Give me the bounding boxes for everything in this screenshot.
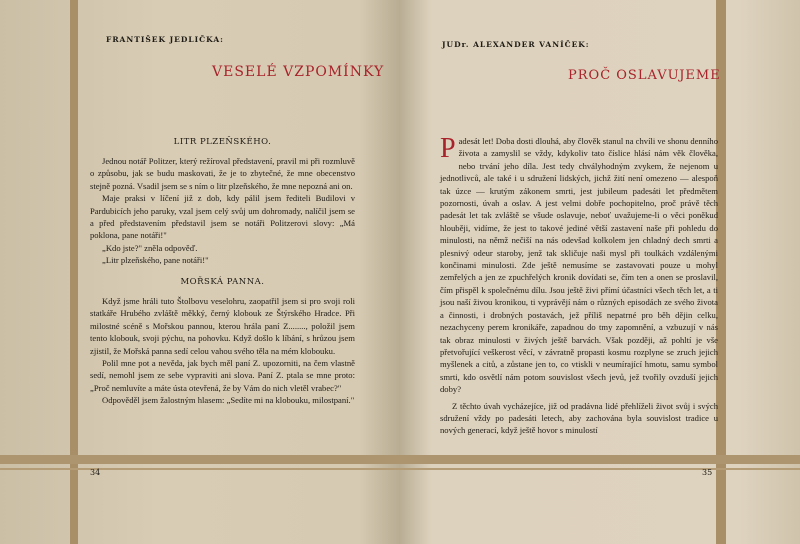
article-text (440, 135, 718, 437)
section-heading: LITR PLZEŇSKÉHO. (173, 137, 272, 147)
paragraph: Jednou notář Politzer, který režíroval představení, pravil mi při rozmluvě o způsobu, jak se budu maskovati, že je to zbytečné, že mne obecenstvo stejně pozná. Vsadil jsem se s ním o litr plzeňského, že mne nepozná ani on. (90, 156, 355, 191)
drop-cap: P (440, 133, 456, 164)
paragraph: Z těchto úvah vycházejíce, již od pradávna lidé přehlíželi život svůj i svých sdružení vždy po padesáti letech, aby zachována byla souvislost tradice u nových generací, když ještě hovor s minulostí (440, 400, 718, 436)
right-author: JUDr. ALEXANDER VANÍČEK: (442, 40, 590, 49)
bottom-thin-rule (0, 468, 800, 470)
paragraph: „Litr plzeňského, pane notáři!" (102, 255, 209, 266)
paragraph: adesát let! Doba dosti dlouhá, aby člověk stanul na chvíli ve shonu denního života a zamyslil se vždy, kdykoliv tato číslice hlásí nám věk člověka, nebo trvání jeho díla. Jest tedy chvályhodným zvykem, že nejenom u jednotlivců, ale také i u sdružení lidských, jichž žití není omezeno — alespoň tak úzce — krutým zákonem smrti, jest jubileum padesáti let předmětem pozornosti, úvah a oslav. A jest velmi dobře pochopitelno, proč právě těch padesát let tak zvláště se všude oslavuje, neboť uvažujeme-li o věci poněkud hlouběji, vidíme, že jest to takové jediné větší zastavení naše při pohledu do minulosti, na němž nečiší na nás odevšad kolkolem jen chladný dech smrti a plesnivý odeur staroby, jenž tak skličuje naši mysl při toulkách vzdálenými končinami minulosti. Zde ještě nemusíme se zastavovati pouze u mohyl zemřelých a jen ze zpuchřelých kronik dovídati se, čím ten a onen se proslavil, čím přispěl k společnému dílu. Jsou ještě živi přímí účastníci všech těch let, a ti jsou naší živou kronikou, ti vyprávějí nám o různých episodách ze svého života a činnosti, i drobných postavách, jež příliš nepatrné pro běh dějin celku, nezachyceny perem kronikáře, zapadnou do tmy zapomnění, a vzbuzují v nás tak obraz minulosti v živých ještě barvách. Však později, až pohltí je vše přetvořující veškerost věcí, v závratně propasti kosmu rozplyne se zruch jejich myšlenek a citů, a zůstane jen to, co vtiskli v neumírající hmotu, samu symbol smrti, kdo osvětlí nám potom souvislost všech jevů, jež tvořily ovzduší jejich doby? (440, 136, 719, 395)
paragraph: Odpověděl jsem žalostným hlasem: „Sedíte mi na klobouku, milostpaní." (102, 395, 355, 406)
left-author: FRANTIŠEK JEDLIČKA: (106, 35, 224, 44)
section-heading: MOŘSKÁ PANNA. (180, 277, 265, 287)
paragraph: Když jsme hráli tuto Štolbovu veselohru, zaopatřil jsem si pro svoji roli statkáře Hrubého zvláště měkký, černý klobouk ze Štýrského Hradce. Při milostné scéně s Mořskou pannou, kterou hrála paní Z........, položil jsem tento klobouk, svoji pýchu, na pohovku. Když došlo k líbání, s hrůzou jsem zjistil, že Mořská panna sedí celou vahou svého těla na mém klobouku. (90, 296, 355, 356)
bottom-border-rule (0, 455, 800, 464)
page-number: 34 (90, 468, 101, 477)
page-number: 35 (702, 468, 713, 477)
paragraph: Polil mne pot a nevěda, jak bych měl paní Z. upozorniti, na čem vlastně sedí, nemohl jsem ze sebe vypraviti ani slova. Paní Z. ptala se mne proto: „Proč nemluvíte a máte ústa otevřená, že by Vám do nich vletěl vrabec?" (90, 358, 355, 393)
paragraph: Maje praksi v líčení již z dob, kdy pálil jsem řediteli Budilovi v Pardubicích jeho paruky, vzal jsem celý svůj um dohromady, nalíčil jsem se a před představením představil jsem se notáři Politzerovi slovy: „Má poklona, pane notáři!" (90, 193, 355, 241)
section-text (90, 295, 355, 407)
paragraph: „Kdo jste?" zněla odpověď. (102, 242, 198, 253)
right-title: PROČ OSLAVUJEME (568, 68, 721, 83)
section-text (90, 155, 355, 267)
left-title: VESELÉ VZPOMÍNKY (212, 64, 385, 80)
